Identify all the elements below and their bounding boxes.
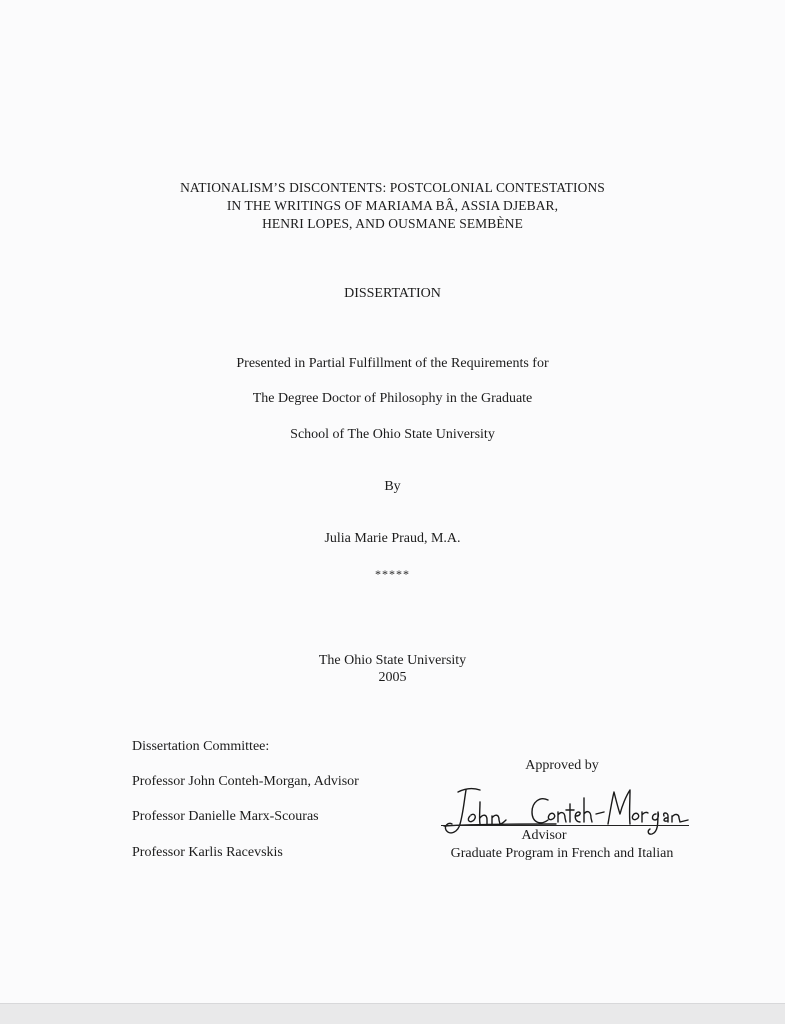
title-line-2: IN THE WRITINGS OF MARIAMA BÂ, ASSIA DJEBAR, (226, 198, 559, 213)
document-type: DISSERTATION (344, 286, 441, 301)
title-line-3: HENRI LOPES, AND OUSMANE SEMBÈNE (262, 216, 523, 231)
year: 2005 (378, 670, 407, 685)
author-name: Julia Marie Praud, M.A. (324, 531, 461, 546)
presentation-line-1: Presented in Partial Fulfillment of the Requirements for (236, 356, 549, 371)
committee-member: Professor Karlis Racevskis (132, 845, 283, 860)
by-label: By (384, 479, 401, 494)
separator: ***** (375, 567, 410, 581)
committee-heading: Dissertation Committee: (132, 739, 270, 754)
presentation-line-3: School of The Ohio State University (290, 427, 495, 442)
signature-line (441, 825, 689, 826)
title-line-1: NATIONALISM’S DISCONTENTS: POSTCOLONIAL CONTESTATIONS (180, 180, 605, 195)
committee-member: Professor Danielle Marx-Scouras (132, 809, 319, 824)
advisor-label: Advisor (521, 828, 567, 843)
institution: The Ohio State University (318, 653, 467, 668)
committee-member: Professor John Conteh-Morgan, Advisor (132, 774, 359, 789)
approved-by-label: Approved by (525, 758, 599, 773)
graduate-program: Graduate Program in French and Italian (450, 846, 674, 861)
presentation-line-2: The Degree Doctor of Philosophy in the Graduate (252, 391, 533, 406)
